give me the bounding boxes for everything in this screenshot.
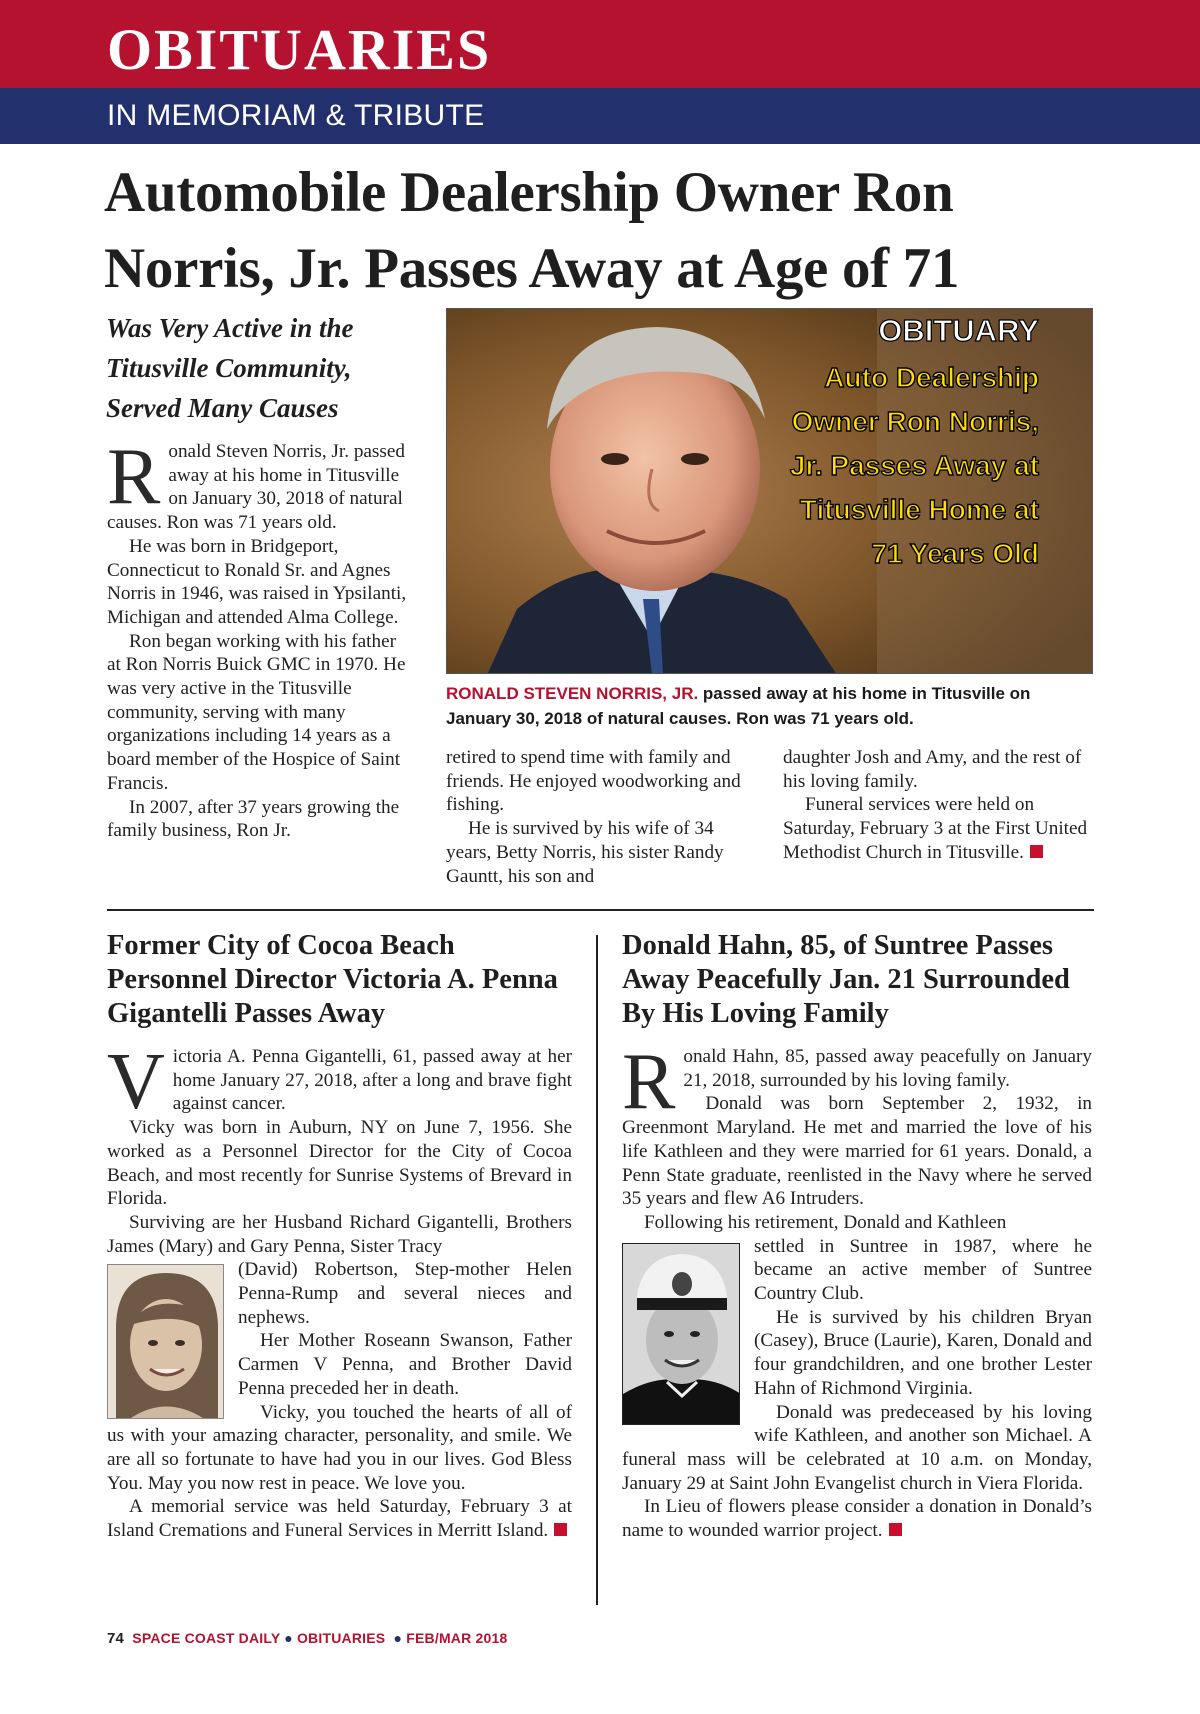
main-article-column-2 (446, 746, 756, 888)
right-article-paragraph: He is survived by his children Bryan (Casey), Bruce (Laurie), Karen, Donald and four grandchildren, and one brother Lester Hahn of Richmond Virginia. (754, 1306, 1092, 1399)
caption-text: passed away at his home in Titusville on January 30, 2018 of natural causes. Ron was 71 years old. (446, 684, 1031, 728)
drop-cap: V (107, 1038, 165, 1126)
left-article-paragraph: Vicky, you touched the hearts of all of us with your amazing character, personality, and smile. We are all so fortunate to have had you in our lives. God Bless You. May you now rest in peace. We love you. (107, 1401, 572, 1494)
publication-name: SPACE COAST DAILY (132, 1630, 281, 1646)
left-article-body (107, 1038, 572, 1543)
page-footer (107, 1630, 507, 1647)
victoria-photo (107, 1264, 224, 1419)
footer-issue: FEB/MAR 2018 (406, 1630, 508, 1646)
end-mark (554, 1523, 567, 1536)
photo-caption (446, 681, 1096, 731)
drop-cap: R (107, 440, 161, 521)
right-article-paragraph: Donald was predeceased by his loving wife Kathleen, and another son Michael. A funeral mass will be celebrated at 10 a.m. on Monday, January 29 at Saint John Evangelist church in Viera Florida. (622, 1401, 1092, 1494)
main-article-paragraph: daughter Josh and Amy, and the rest of his loving family. (783, 747, 1082, 792)
ron-norris-photo (446, 308, 1093, 674)
section-divider (107, 909, 1094, 911)
photo-overlay-line: Jr. Passes Away at (789, 450, 1039, 481)
photo-overlay-line: Auto Dealership (824, 362, 1039, 393)
caption-name: RONALD STEVEN NORRIS, JR. (446, 684, 699, 703)
section-subtitle: IN MEMORIAM & TRIBUTE (107, 99, 485, 132)
main-article-paragraph: In 2007, after 37 years growing the family business, Ron Jr. (107, 796, 400, 842)
left-article-paragraph: Victoria A. Penna Gigantelli, 61, passed away at her home January 27, 2018, after a long and brave fight against cancer. (107, 1038, 572, 1126)
obituary-badge: OBITUARY (878, 313, 1039, 348)
left-article-paragraph: A memorial service was held Saturday, February 3 at Island Cremations and Funeral Services in Merritt Island. (107, 1496, 572, 1542)
main-article-paragraph: He is survived by his wife of 34 years, Betty Norris, his sister Randy Gauntt, his son and (446, 818, 724, 887)
left-article-paragraph: Vicky was born in Auburn, NY on June 7, 1956. She worked as a Personnel Director for the City of Cocoa Beach, and most recently for Sunrise Systems of Brevard in Florida. (107, 1117, 572, 1210)
main-article-paragraph: Funeral services were held on Saturday, February 3 at the First United Methodist Church in Titusville. (783, 794, 1088, 863)
right-article-paragraph: Donald was born September 2, 1932, in Greenmont Maryland. He met and married the love of his life Kathleen and they were married for 61 years. Donald, a Penn State graduate, reenlisted in the Navy where he served 35 years and flew A6 Intruders. (622, 1093, 1092, 1210)
right-article-body (622, 1038, 1092, 1543)
footer-separator: ● (393, 1630, 403, 1646)
main-article-column-1 (107, 440, 412, 894)
photo-overlay-line: Titusville Home at (799, 494, 1039, 525)
footer-section: OBITUARIES (296, 1630, 386, 1646)
right-article-headline: Donald Hahn, 85, of Suntree Passes Away Peacefully Jan. 21 Surrounded By His Loving Family (622, 930, 1070, 1029)
end-mark (1030, 845, 1043, 858)
left-article-paragraph: Surviving are her Husband Richard Gigantelli, Brothers James (Mary) and Gary Penna, Sister Tracy (107, 1211, 572, 1257)
right-article-paragraph: Ronald Hahn, 85, passed away peacefully on January 21, 2018, surrounded by his loving family. (622, 1038, 1092, 1126)
main-article-column-3 (783, 746, 1095, 865)
left-article-paragraph: Her Mother Roseann Swanson, Father Carmen V Penna, and Brother David Penna preceded her in death. (238, 1330, 572, 1399)
right-article-paragraph: settled in Suntree in 1987, where he became an active member of Suntree Country Club. (754, 1235, 1092, 1305)
column-divider (596, 935, 598, 1605)
main-headline: Automobile Dealership Owner Ron Norris, Jr. Passes Away at Age of 71 (104, 161, 960, 300)
section-title: OBITUARIES (107, 17, 492, 82)
main-article-paragraph: Ronald Steven Norris, Jr. passed away at his home in Titusville on January 30, 2018 of natural causes. Ron was 71 years old. (107, 440, 405, 534)
main-article-paragraph: Ron began working with his father at Ron Norris Buick GMC in 1970. He was very active in the Titusville community, serving with many organizations including 14 years as a board member of the Hospice of Saint Francis. (107, 630, 406, 794)
photo-overlay-line: 71 Years Old (871, 538, 1039, 569)
right-article-paragraph: Following his retirement, Donald and Kathleen (644, 1211, 1007, 1233)
photo-overlay-line: Owner Ron Norris, (791, 406, 1039, 437)
donald-photo (622, 1243, 740, 1425)
left-article-headline: Former City of Cocoa Beach Personnel Director Victoria A. Penna Gigantelli Passes Away (107, 930, 558, 1029)
main-subhead: Was Very Active in the Titusville Community, Served Many Causes (106, 313, 354, 423)
page-number: 74 (107, 1630, 125, 1647)
drop-cap: R (622, 1038, 676, 1126)
footer-separator: ● (284, 1630, 293, 1646)
left-article-paragraph: (David) Robertson, Step-mother Helen Penna-Rump and several nieces and nephews. (238, 1259, 572, 1328)
end-mark (889, 1523, 902, 1536)
right-article-paragraph: In Lieu of flowers please consider a donation in Donald’s name to wounded warrior project. (622, 1496, 1092, 1542)
main-article-paragraph: He was born in Bridgeport, Connecticut to Ronald Sr. and Agnes Norris in 1946, was raised in Ypsilanti, Michigan and attended Alma College. (107, 535, 407, 628)
main-article-paragraph: retired to spend time with family and friends. He enjoyed woodworking and fishing. (446, 747, 741, 816)
